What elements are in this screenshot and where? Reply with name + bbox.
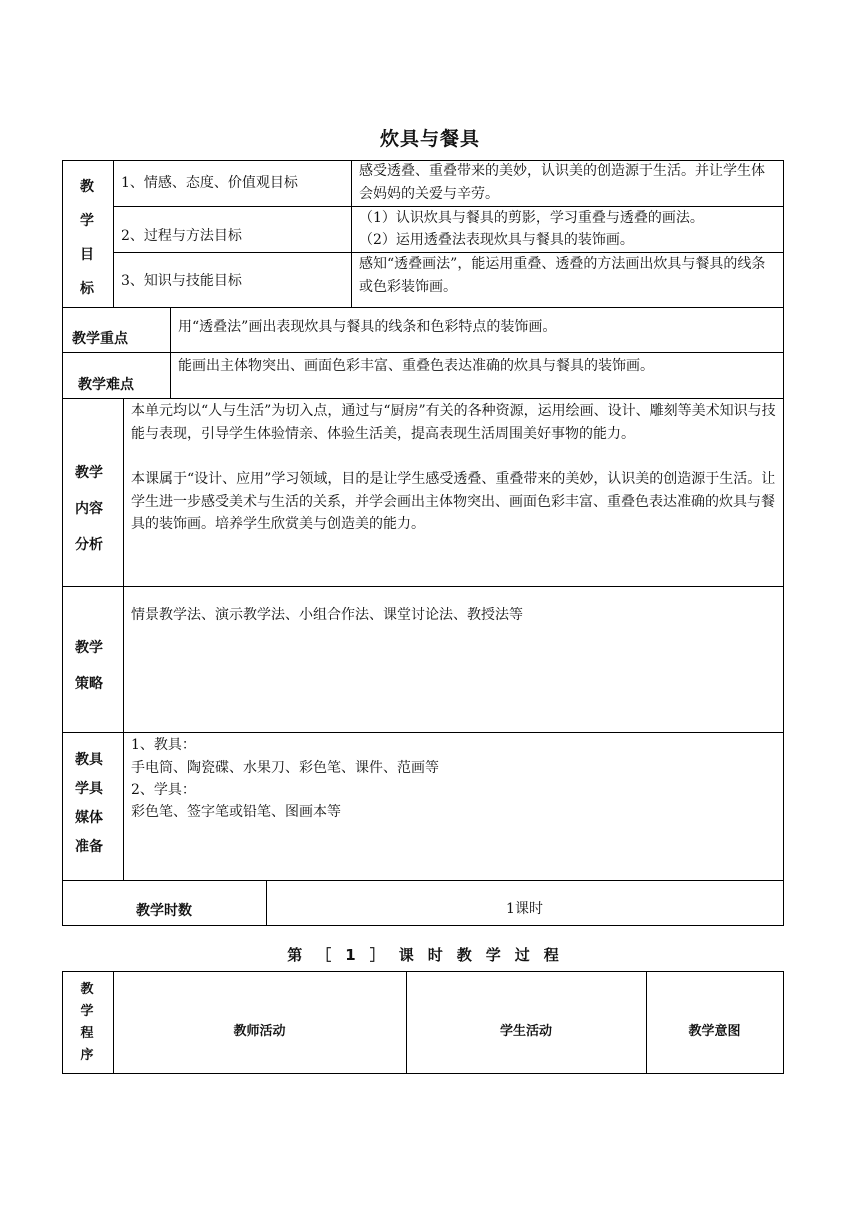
difficulty-label: 教学难点 [78, 377, 134, 393]
objective-name-1: 1、情感、态度、价值观目标 [121, 175, 298, 191]
objective-content-2-line-2: （2）运用透叠法表现炊具与餐具的装饰画。 [359, 232, 634, 248]
hours-value: 1课时 [506, 901, 543, 917]
hours-label: 教学时数 [136, 903, 192, 919]
column-header-student: 学生活动 [499, 1024, 552, 1039]
objective-name-2: 2、过程与方法目标 [121, 228, 242, 244]
materials-line-2: 手电筒、陶瓷碟、水果刀、彩色笔、课件、范画等 [131, 760, 439, 776]
strategy-label: 教学策略 [75, 640, 103, 692]
content-analysis-paragraph-1: 本单元均以“人与生活”为切入点，通过与“厨房”有关的各种资源，运用绘画、设计、雕刻等美术知识与技能与表现，引导学生体验情亲、体验生活美，提高表现生活周围美好事物的能力。 [131, 403, 776, 442]
strategy-content: 情景教学法、演示教学法、小组合作法、课堂讨论法、教授法等 [131, 607, 523, 623]
materials-line-4: 彩色笔、签字笔或铅笔、图画本等 [131, 804, 341, 820]
materials-line-1: 1、教具： [131, 737, 196, 753]
difficulty-content: 能画出主体物突出、画面色彩丰富、重叠色表达准确的炊具与餐具的装饰画。 [178, 358, 654, 374]
objective-name-3: 3、知识与技能目标 [121, 273, 242, 289]
column-header-intent: 教学意图 [688, 1024, 741, 1039]
objective-content-3: 感知“透叠画法”，能运用重叠、透叠的方法画出炊具与餐具的线条或色彩装饰画。 [359, 256, 766, 295]
materials-line-3: 2、学具： [131, 782, 196, 798]
objective-content-1: 感受透叠、重叠带来的美妙，认识美的创造源于生活。并让学生体会妈妈的关爱与辛劳。 [359, 163, 765, 202]
process-heading: 第［1］课时教学过程 [287, 946, 573, 964]
objectives-label: 教学目标 [80, 179, 94, 297]
key-point-content: 用“透叠法”画出表现炊具与餐具的线条和色彩特点的装饰画。 [178, 319, 557, 335]
content-analysis-label: 教学内容分析 [75, 465, 103, 553]
content-analysis-paragraph-2: 本课属于“设计、应用”学习领域，目的是让学生感受透叠、重叠带来的美妙，认识美的创造源于生活。让学生进一步感受美术与生活的关系，并学会画出主体物突出、画面色彩丰富、重叠色表达准确的炊具与餐具的装饰画。培养学生欣赏美与创造美的能力。 [131, 471, 776, 532]
column-header-teacher: 教师活动 [233, 1024, 286, 1039]
objective-content-2-line-1: （1）认识炊具与餐具的剪影，学习重叠与透叠的画法。 [359, 210, 704, 226]
document-title: 炊具与餐具 [379, 128, 480, 150]
column-header-procedure: 教学程序 [80, 982, 94, 1063]
key-point-label: 教学重点 [72, 331, 128, 347]
materials-label: 教具学具媒体准备 [75, 752, 103, 855]
